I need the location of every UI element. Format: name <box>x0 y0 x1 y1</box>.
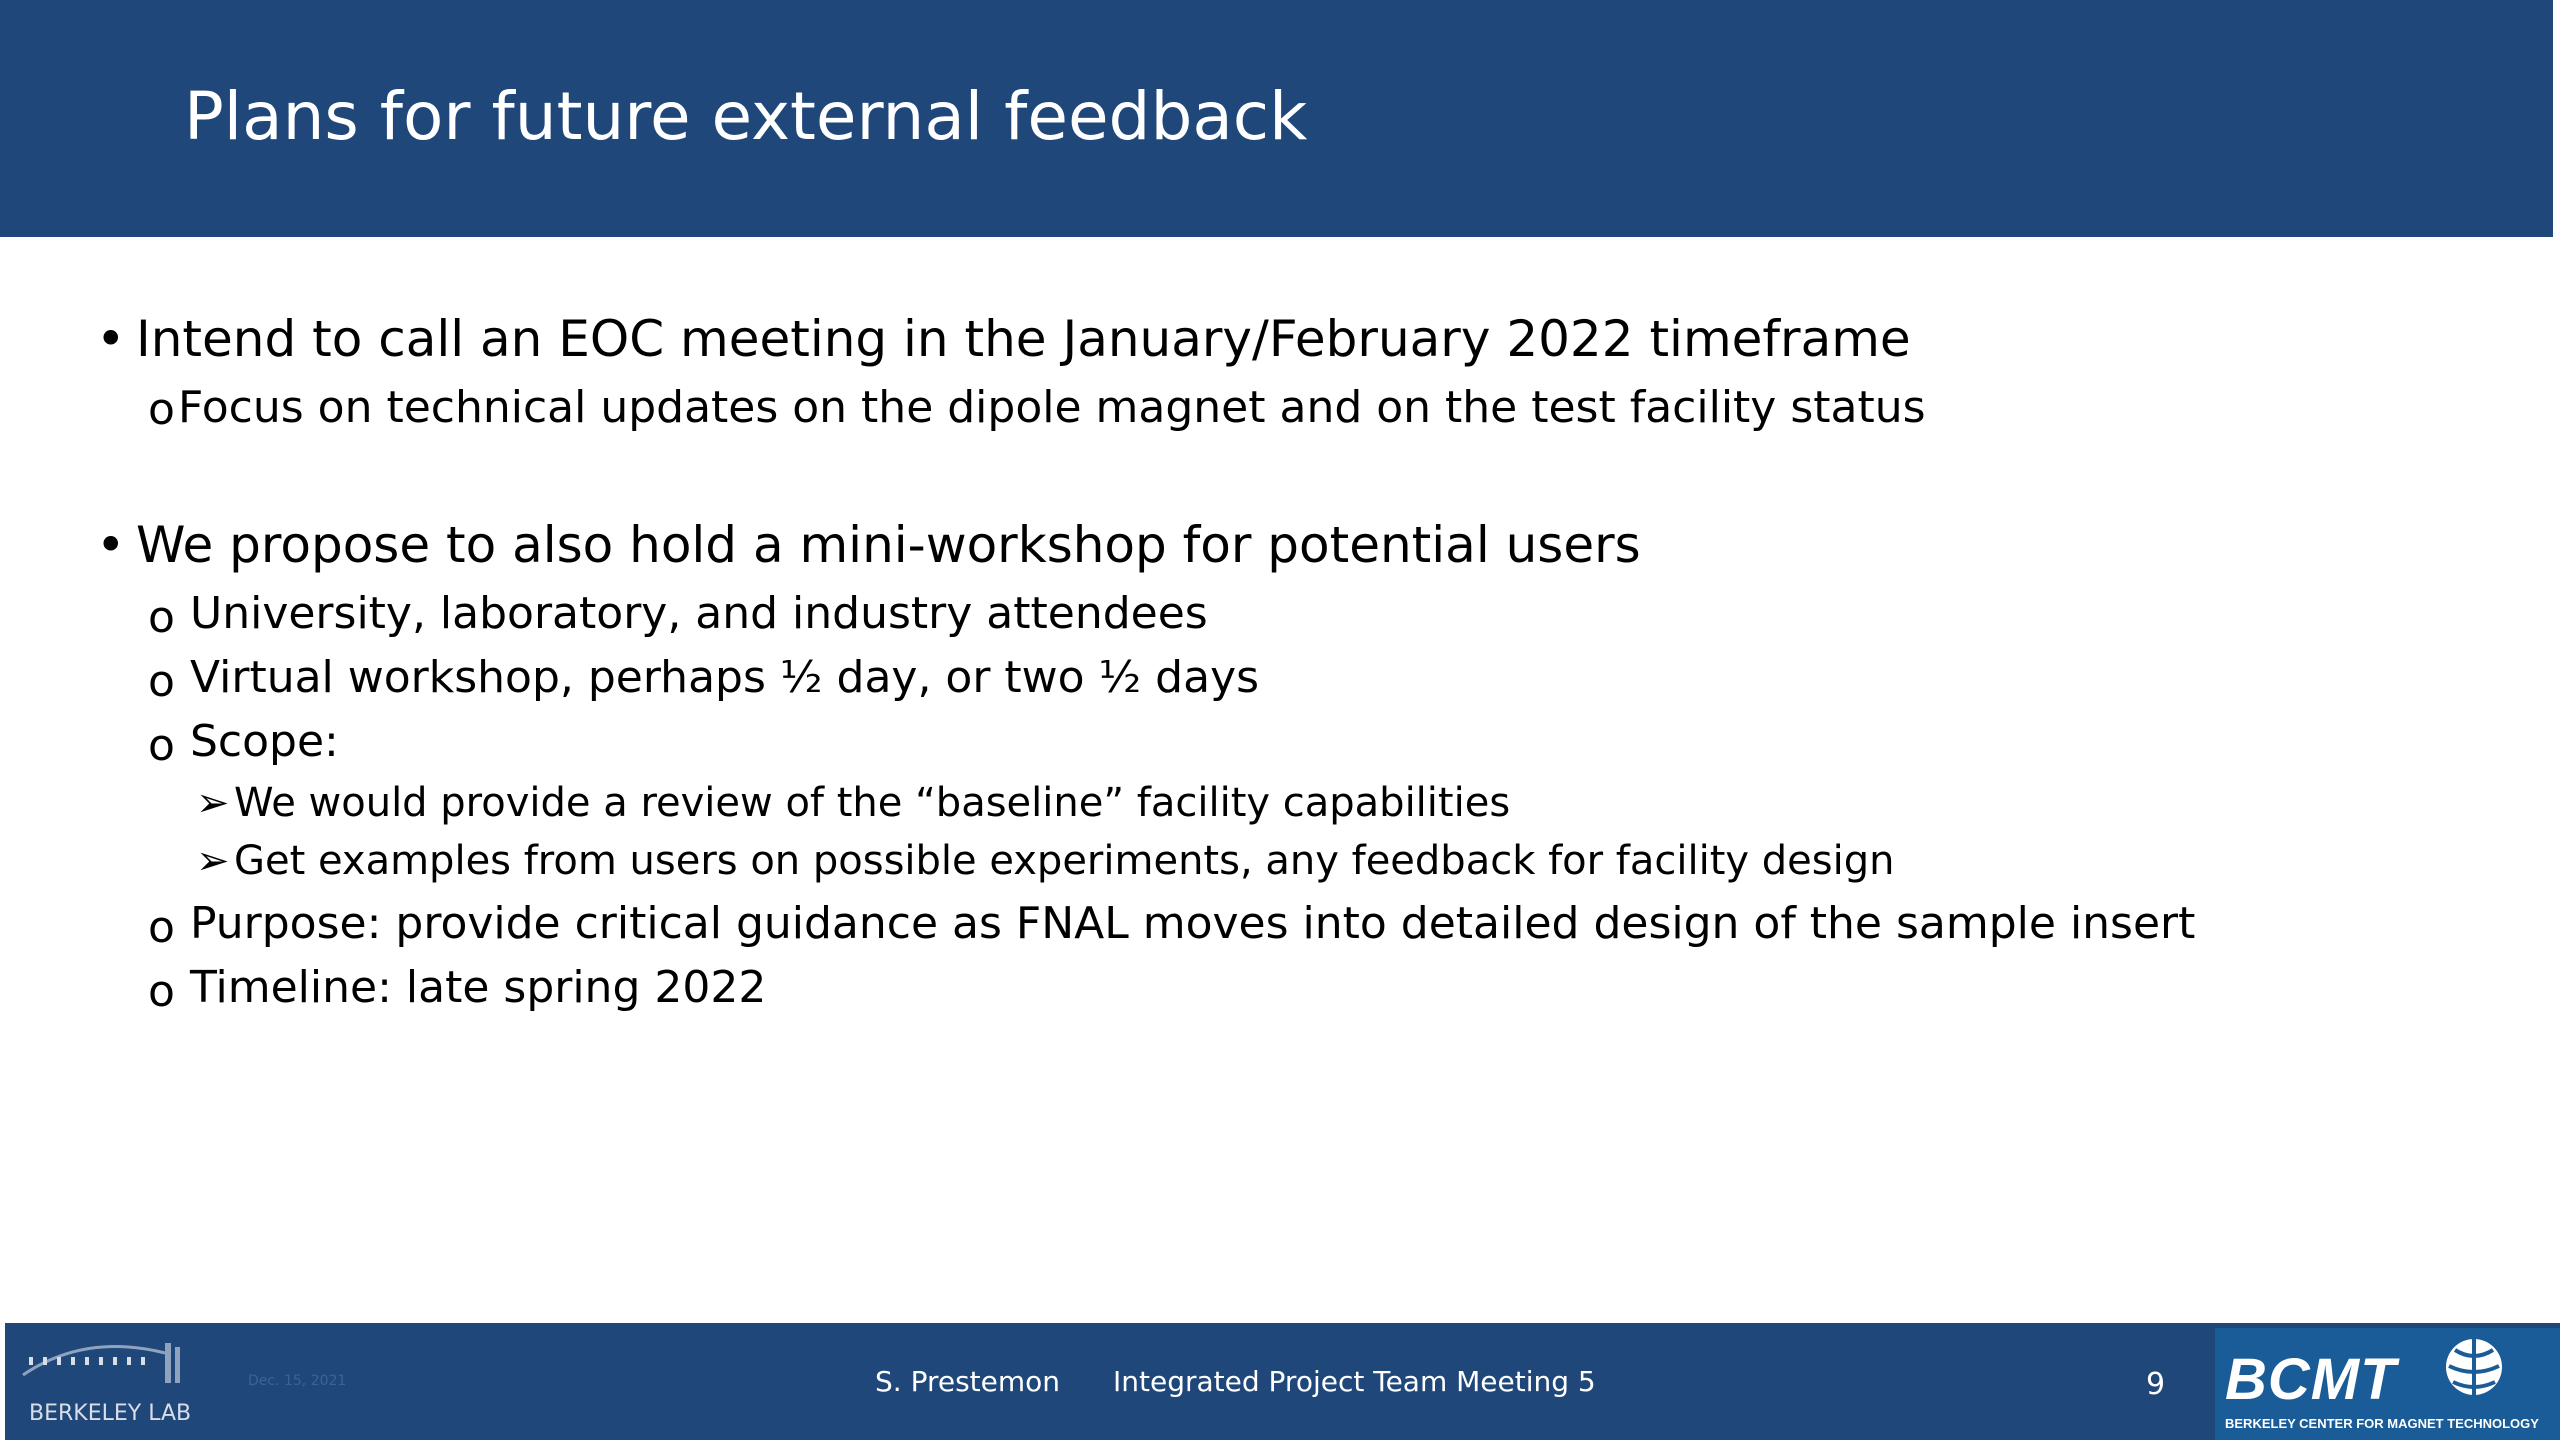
berkeley-lab-label: BERKELEY LAB <box>29 1401 192 1426</box>
footer-date: Dec. 15, 2021 <box>248 1373 347 1389</box>
bcmt-logo-box <box>2215 1328 2560 1440</box>
footer-author: S. Prestemon <box>875 1365 1061 1398</box>
bullet-marker: • <box>96 516 126 574</box>
bcmt-logo-text: BCMT <box>2225 1347 2397 1412</box>
sub-bullet-marker: o <box>148 966 175 1017</box>
sub-bullet-marker: o <box>148 656 175 707</box>
arrow-bullet-marker: ➢ <box>196 780 230 826</box>
arrow-bullet-text: We would provide a review of the “baseline” facility capabilities <box>234 780 1511 826</box>
sub-bullet-text: Purpose: provide critical guidance as FNAL moves into detailed design of the sample insert <box>190 898 2196 949</box>
footer-meeting-title: Integrated Project Team Meeting 5 <box>1113 1365 1596 1398</box>
slide-title: Plans for future external feedback <box>184 78 1308 155</box>
arrow-bullet-text: Get examples from users on possible experiments, any feedback for facility design <box>234 838 1895 884</box>
berkeley-lab-logo <box>15 1323 195 1435</box>
berkeley-lab-logo-icon <box>15 1323 195 1403</box>
arrow-bullet-marker: ➢ <box>196 838 230 884</box>
page-number: 9 <box>2146 1367 2166 1402</box>
sub-bullet-marker: o <box>148 902 175 953</box>
footer-bar <box>5 1323 2560 1440</box>
sub-bullet-text: Virtual workshop, perhaps ½ day, or two ½ days <box>190 652 1260 703</box>
sub-bullet-text: Scope: <box>190 716 339 767</box>
bullet-text: Intend to call an EOC meeting in the January/February 2022 timeframe <box>136 310 1911 368</box>
bcmt-subtitle: BERKELEY CENTER FOR MAGNET TECHNOLOGY <box>2225 1416 2539 1431</box>
bcmt-globe-icon <box>2443 1336 2505 1398</box>
bullet-marker: • <box>96 310 126 368</box>
sub-bullet-marker: o <box>148 384 175 435</box>
sub-bullet-text: Timeline: late spring 2022 <box>190 962 767 1013</box>
sub-bullet-marker: o <box>148 720 175 771</box>
sub-bullet-text: University, laboratory, and industry attendees <box>190 588 1208 639</box>
sub-bullet-marker: o <box>148 592 175 643</box>
sub-bullet-text: Focus on technical updates on the dipole magnet and on the test facility status <box>178 382 1926 433</box>
bullet-text: We propose to also hold a mini-workshop for potential users <box>136 516 1641 574</box>
